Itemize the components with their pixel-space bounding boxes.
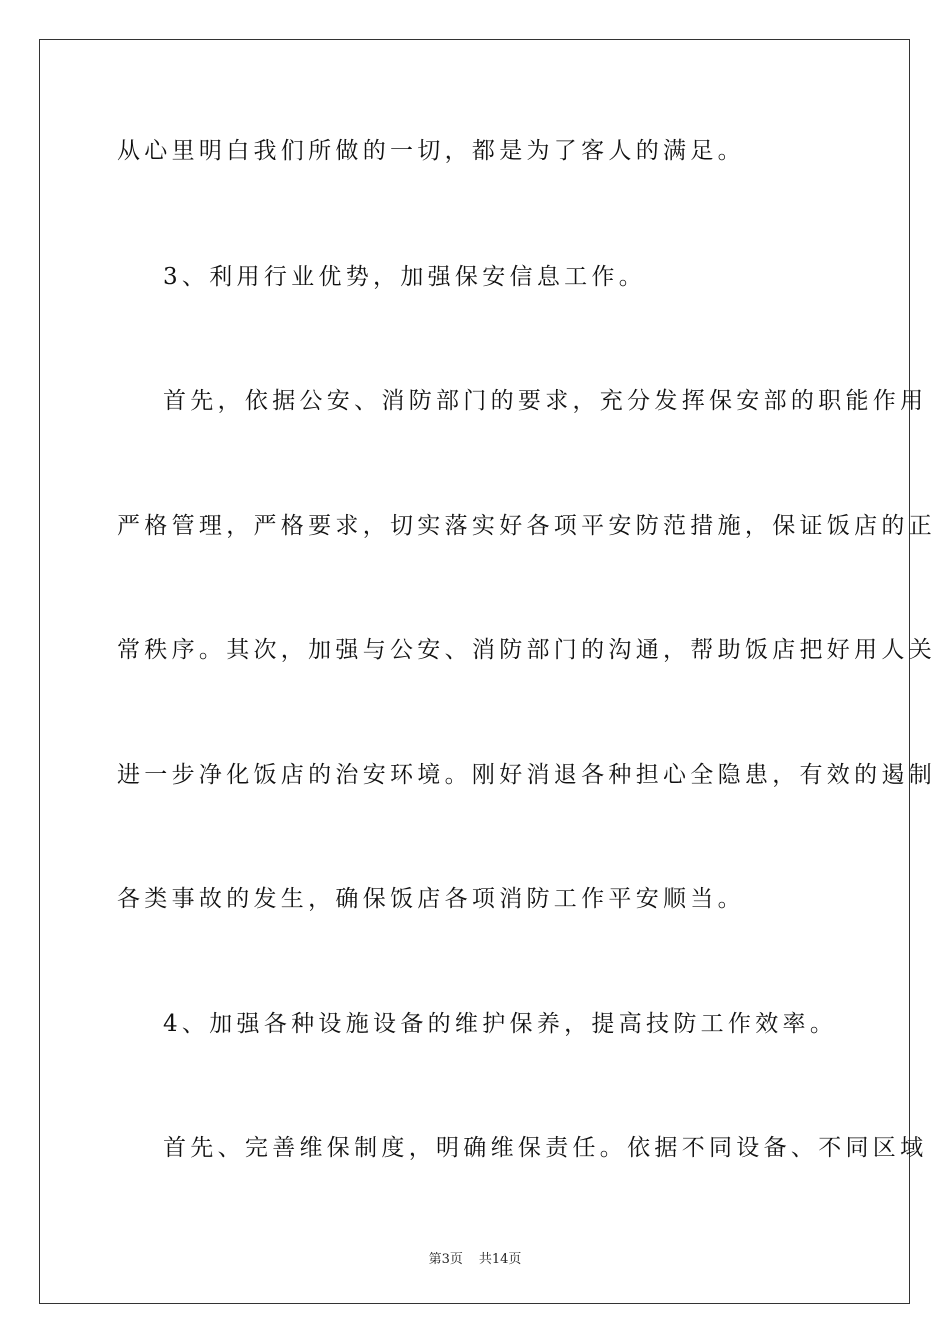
body-text-line: 常秩序。其次，加强与公安、消防部门的沟通，帮助饭店把好用人关: [117, 637, 936, 663]
section-heading: 4、加强各种设施设备的维护保养，提高技防工作效率。: [163, 1011, 838, 1037]
section-heading: 3、利用行业优势，加强保安信息工作。: [163, 264, 647, 290]
body-text-line: 严格管理，严格要求，切实落实好各项平安防范措施，保证饭店的正: [117, 513, 936, 539]
page-number: 第3页: [428, 1252, 463, 1267]
total-pages: 共14页: [478, 1252, 522, 1267]
page-footer: [0, 1248, 950, 1267]
body-text-line: 进一步净化饭店的治安环境。刚好消退各种担心全隐患，有效的遏制: [117, 762, 936, 788]
body-text-line: 首先，依据公安、消防部门的要求，充分发挥保安部的职能作用: [163, 388, 928, 414]
body-text-line: 从心里明白我们所做的一切，都是为了客人的满足。: [117, 138, 745, 164]
body-text-line: 各类事故的发生，确保饭店各项消防工作平安顺当。: [117, 886, 745, 912]
body-text-line: 首先、完善维保制度，明确维保责任。依据不同设备、不同区域: [163, 1135, 928, 1161]
page-border: [39, 39, 910, 1304]
